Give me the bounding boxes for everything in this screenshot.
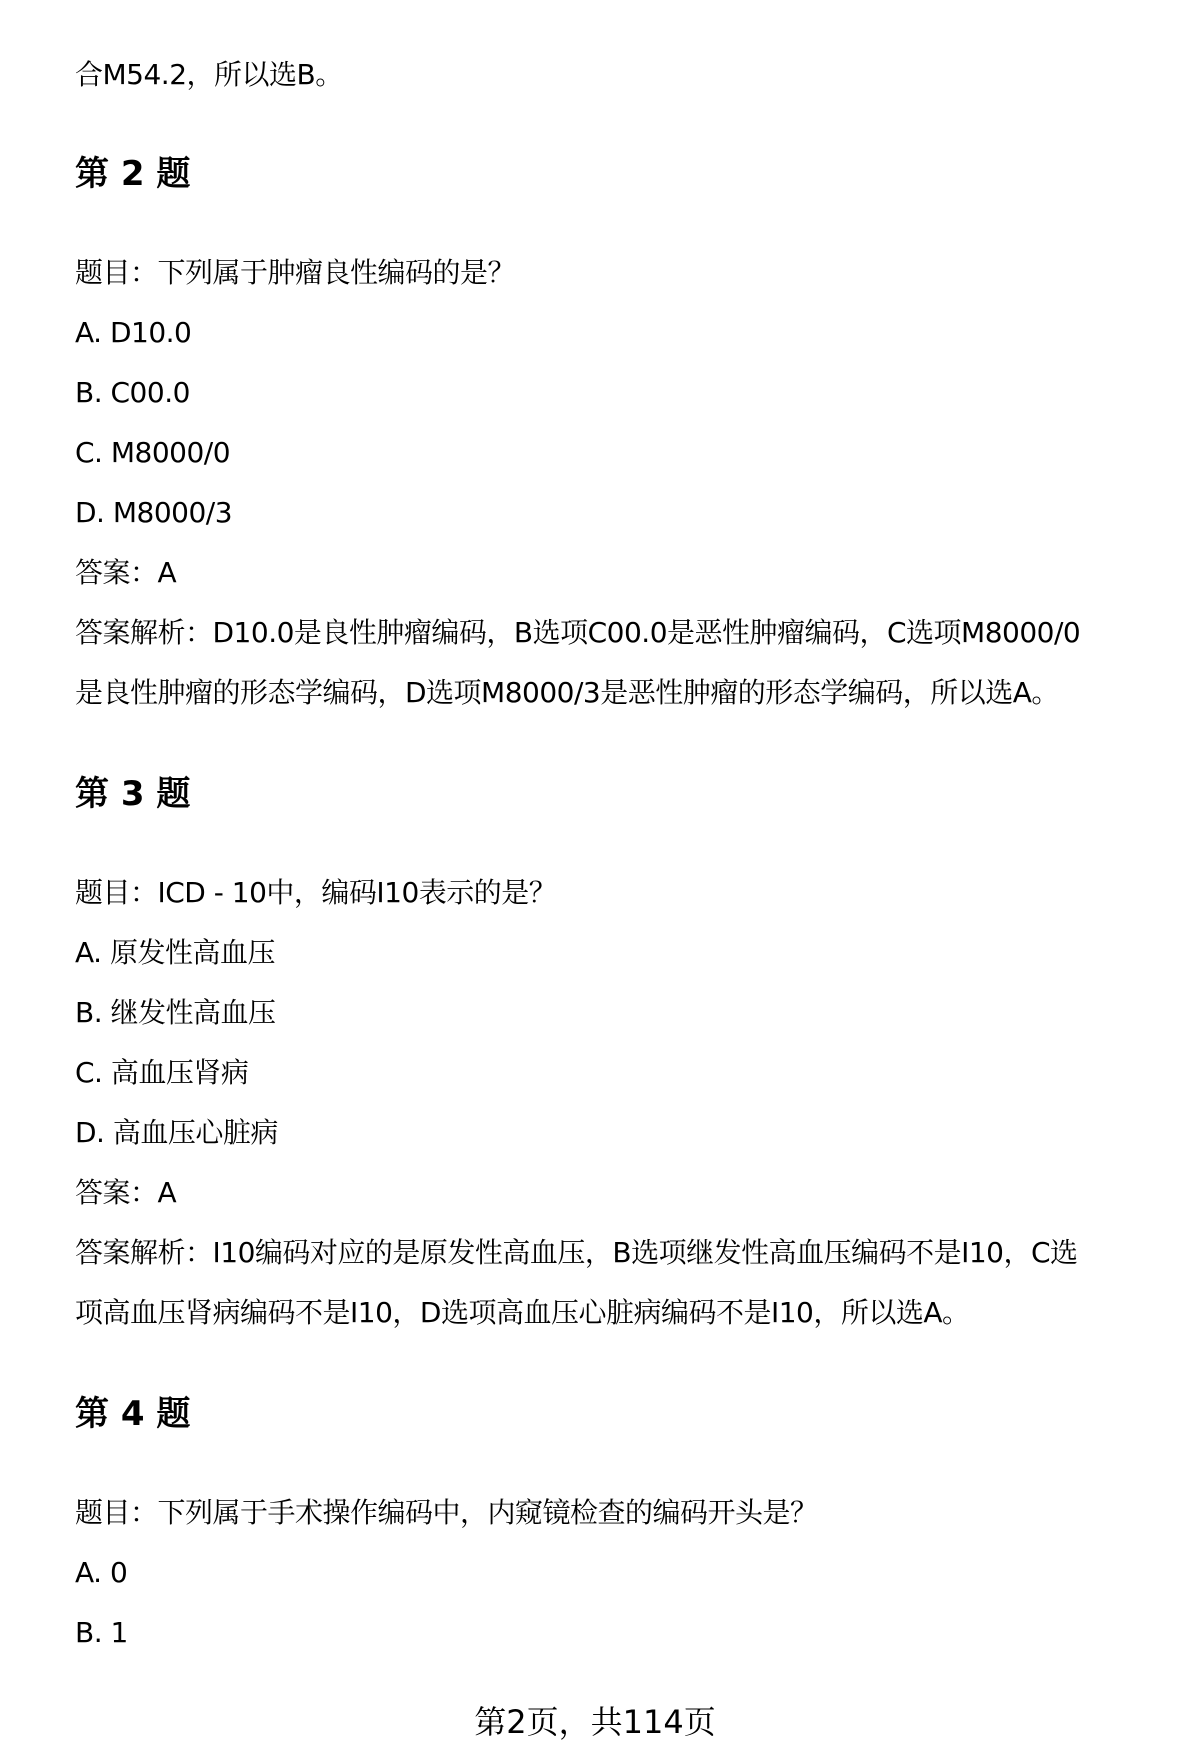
question-text: 题目：下列属于肿瘤良性编码的是？ (75, 256, 516, 289)
option-a: A. 0 (75, 1556, 128, 1589)
option-d: D. 高血压心脏病 (75, 1116, 278, 1149)
page-footer: 第2页，共114页 (474, 1703, 716, 1741)
question-heading: 第 2 题 (75, 154, 191, 194)
analysis-line: 答案解析：I10编码对应的是原发性高血压，B选项继发性高血压编码不是I10，C选 (75, 1236, 1078, 1269)
analysis-line: 答案解析：D10.0是良性肿瘤编码，B选项C00.0是恶性肿瘤编码，C选项M8000/0 (75, 616, 1081, 649)
analysis-line: 是良性肿瘤的形态学编码，D选项M8000/3是恶性肿瘤的形态学编码，所以选A。 (75, 676, 1059, 709)
answer-text: 答案：A (75, 556, 177, 589)
continuation-text: 合M54.2，所以选B。 (75, 58, 343, 91)
question-heading: 第 4 题 (75, 1394, 191, 1434)
option-b: B. C00.0 (75, 376, 190, 409)
question-text: 题目：下列属于手术操作编码中，内窥镜检查的编码开头是？ (75, 1496, 818, 1529)
analysis-line: 项高血压肾病编码不是I10，D选项高血压心脏病编码不是I10，所以选A。 (75, 1296, 970, 1329)
option-a: A. 原发性高血压 (75, 936, 275, 969)
option-b: B. 继发性高血压 (75, 996, 276, 1029)
option-c: C. M8000/0 (75, 436, 231, 469)
option-d: D. M8000/3 (75, 496, 233, 529)
question-heading: 第 3 题 (75, 774, 191, 814)
question-text: 题目：ICD - 10中，编码I10表示的是？ (75, 876, 557, 909)
answer-text: 答案：A (75, 1176, 177, 1209)
option-a: A. D10.0 (75, 316, 192, 349)
option-b: B. 1 (75, 1616, 128, 1649)
option-c: C. 高血压肾病 (75, 1056, 249, 1089)
